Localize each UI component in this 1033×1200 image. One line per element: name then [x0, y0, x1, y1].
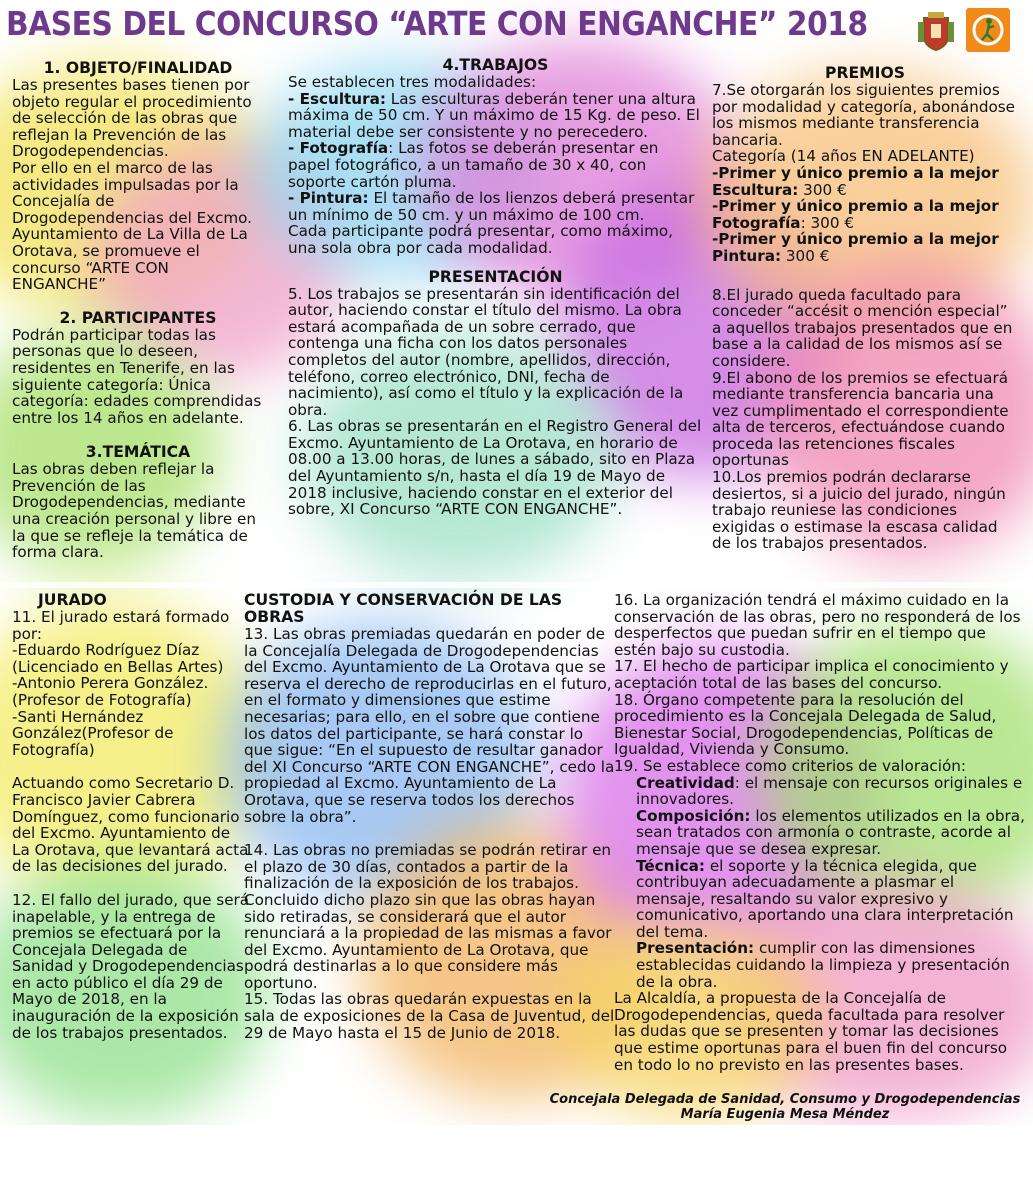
section-heading-presentacion: PRESENTACIÓN	[428, 267, 563, 286]
section-heading-jurado: JURADO	[38, 591, 107, 609]
premios-p7: 7.Se otorgarán los siguientes premios por modalidad y categoría, abonándose los mismos mediante transferencia bancaria.	[712, 81, 1016, 149]
column-final	[614, 592, 1028, 1073]
prize-fotografia	[712, 215, 1018, 232]
trabajos-escultura	[288, 91, 703, 141]
criterio-creatividad	[614, 775, 1028, 808]
jurado-p12: 12. El fallo del jurado, que será inapelable, y la entrega de premios se efectuará por la Concejala Delegada de Sanidad y Drogodependencias en acto público el día 29 de Mayo de 2018, en la inauguración de la exposición de los trabajos presentados.	[12, 890, 250, 1042]
escultura-text: Las esculturas deberán tener una altura máxima de 50 cm. Y un máximo de 15 Kg. de peso. El material debe ser consistente y no perecedero.	[288, 89, 700, 141]
final-p17: 17. El hecho de participar implica el conocimiento y aceptación total de las bases del concurso.	[614, 657, 1009, 692]
objeto-text-2: Por ello en el marco de las actividades impulsadas por la Concejalía de Drogodependencias del Excmo. Ayuntamiento de La Villa de La Orotava, se promueve el concurso “ARTE CON ENGANCHE”	[12, 158, 252, 294]
presentacion-label: Presentación:	[636, 939, 755, 958]
jurado-member-2: -Antonio Perera González. (Profesor de Fotografía)	[12, 674, 209, 709]
prize-escultura	[712, 182, 1018, 199]
prize-pintura-label: Pintura:	[712, 246, 782, 265]
final-alcaldia: La Alcaldía, a propuesta de la Concejalía de Drogodependencias, queda facultada para resolver las dudas que se presenten y tomar las decisiones que estime oportunas para el buen fin del concurso en todo lo no previsto en las presentes bases.	[614, 989, 1008, 1074]
prize-label: -Primer y único premio a la mejor	[712, 163, 999, 182]
jurado-p11: 11. El jurado estará formado por:	[12, 608, 230, 643]
signature-name: María Eugenia Mesa Méndez	[680, 1107, 890, 1122]
prize-pintura	[712, 248, 1018, 265]
custodia-p15: 15. Todas las obras quedarán expuestas en la sala de exposiciones de la Casa de Juventud, del 29 de Mayo hasta el 15 de Junio de 2018.	[244, 990, 615, 1042]
prize-pintura-line	[712, 231, 1018, 248]
composicion-label: Composición:	[636, 806, 751, 825]
signature-block	[540, 1092, 1030, 1122]
tecnica-text: el soporte y la técnica elegida, que contribuyan adecuadamente a plasmar el mensaje, resaltando su valor expresivo y comunicativo, aportando una clara interpretación del tema.	[636, 856, 1014, 941]
prize-fotografia-label: Fotografía	[712, 213, 801, 232]
composicion-text: los elementos utilizados en la obra, sean tratados con armonía o contraste, acorde al mensaje que se desea expresar.	[636, 806, 1025, 858]
column-jurado	[12, 592, 252, 1041]
column-trabajos-presentacion	[288, 57, 703, 518]
prize-escultura-label: Escultura:	[712, 180, 799, 199]
premios-categoria: Categoría (14 años EN ADELANTE)	[712, 147, 975, 166]
prize-label: -Primer y único premio a la mejor	[712, 230, 999, 249]
tecnica-label: Técnica:	[636, 856, 705, 875]
custodia-p13: 13. Las obras premiadas quedarán en poder de la Concejalía Delegada de Drogodependencias del Excmo. Ayuntamiento de La Orotava que se reserva el derecho de reproducirlas en el futuro, en el formato y dimensiones que estime necesarias; para ello, en el sobre que contiene los datos del participante, se hará constar lo que sigue: “En el supuesto de resultar ganador del XI Concurso “ARTE CON ENGANCHE”, cedo la propiedad al Excmo. Ayuntamiento de La Orotava, que se reserva todos los derechos sobre la obra”.	[244, 625, 615, 826]
fotografia-text: : Las fotos se deberán presentar en papel fotográfico, a un tamaño de 30 x 40, con soporte cartón pluma.	[288, 139, 659, 191]
column-premios	[712, 65, 1018, 552]
presentacion-text: cumplir con las dimensiones establecidas cuidando la limpieza y presentación de la obra.	[636, 939, 1010, 991]
premios-p10: 10.Los premios podrán declararse desiertos, si a juicio del jurado, ningún trabajo reuniese las condiciones exigidas o estimase la escasa calidad de los trabajos presentados.	[712, 468, 1006, 553]
custodia-p14: 14. Las obras no premiadas se podrán retirar en el plazo de 30 días, contados a partir de la finalización de la exposición de los trabajos. Concluido dicho plazo sin que las obras hayan sido retiradas, se considerará que el autor renunciará a la propiedad de las mismas a favor del Excmo. Ayuntamiento de La Orotava, que podrá destinarlas a lo que considere más oportuno.	[244, 841, 612, 992]
criterio-composicion	[614, 808, 1028, 858]
premios-p9: 9.El abono de los premios se efectuará mediante transferencia bancaria una vez cumplimentado el correspondiente alta de terceros, efectuándose cuando proceda las retenciones fiscales oportunas	[712, 368, 1009, 470]
presentacion-p6: 6. Las obras se presentarán en el Registro General del Excmo. Ayuntamiento de La Orotava, en horario de 08.00 a 13.00 horas, de lunes a sábado, sito en Plaza del Ayuntamiento s/n, hasta el día 19 de Mayo de 2018 inclusive, haciendo constar en el exterior del sobre, XI Concurso “ARTE CON ENGANCHE”.	[288, 417, 702, 519]
page-title: BASES DEL CONCURSO “ARTE CON ENGANCHE” 2018	[6, 4, 868, 43]
section-heading-trabajos: 4.TRABAJOS	[442, 56, 549, 74]
trabajos-fotografia	[288, 140, 703, 190]
final-p16: 16. La organización tendrá el máximo cuidado en la conservación de las obras, pero no responderá de los desperfectos que puedan sufrir en el tiempo que estén bajo su custodia.	[614, 591, 1021, 659]
coat-of-arms-icon	[914, 8, 958, 52]
section-heading-participantes: 2. PARTICIPANTES	[59, 308, 217, 327]
escultura-label: - Escultura:	[288, 89, 386, 108]
criterio-tecnica	[614, 858, 1028, 941]
prize-amount: 300 €	[798, 180, 847, 199]
pintura-text: El tamaño de los lienzos deberá presentar un mínimo de 50 cm. y un máximo de 100 cm.	[288, 189, 695, 224]
section-heading-premios: PREMIOS	[825, 64, 905, 82]
jurado-secretario: Actuando como Secretario D. Francisco Javier Cabrera Domínguez, como funcionario del Excmo. Ayuntamiento de La Orotava, que levantará acta de las decisiones del jurado.	[12, 774, 249, 876]
presentacion-p5: 5. Los trabajos se presentarán sin identificación del autor, haciendo constar el título del mismo. La obra estará acompañada de un sobre cerrado, que contenga una ficha con los datos personales completos del autor (nombre, apellidos, dirección, teléfono, correo electrónico, DNI, fecha de nacimiento), así como el título y la explicación de la obra.	[288, 284, 684, 419]
prize-colon: :	[800, 213, 806, 232]
jurado-member-3: -Santi Hernández González(Profesor de Fotografía)	[12, 707, 174, 759]
final-p18: 18. Órgano competente para la resolución del procedimiento es la Concejala Delegada de Salud, Bienestar Social, Drogodependencias, Políticas de Igualdad, Vivienda y Consumo.	[614, 690, 997, 759]
section-heading-objeto: 1. OBJETO/FINALIDAD	[43, 59, 233, 77]
prize-label: -Primer y único premio a la mejor	[712, 197, 999, 216]
prize-amount: 300 €	[805, 213, 854, 232]
section-heading-custodia: CUSTODIA Y CONSERVACIÓN DE LAS OBRAS	[244, 591, 563, 626]
fotografia-label: - Fotografía	[288, 139, 389, 158]
signature-title: Concejala Delegada de Sanidad, Consumo y Drogodependencias	[549, 1092, 1021, 1107]
drug-prevention-logo	[966, 8, 1010, 52]
trabajos-outro: Cada participante podrá presentar, como máximo, una sola obra por cada modalidad.	[288, 222, 673, 257]
criterio-presentacion	[614, 940, 1028, 990]
prize-amount: 300 €	[781, 246, 830, 265]
final-p19: 19. Se establece como criterios de valoración:	[614, 756, 966, 775]
column-objeto-participantes-tematica	[12, 60, 264, 561]
participantes-text: Podrán participar todas las personas que lo deseen, residentes en Tenerife, en las siguiente categoría: Única categoría: edades comprendidas entre los 14 años en adelante.	[12, 325, 262, 427]
figure-icon	[966, 8, 1010, 52]
creatividad-label: Creatividad	[636, 773, 735, 792]
pintura-label: - Pintura:	[288, 189, 369, 208]
premios-p8: 8.El jurado queda facultado para conceder “accésit o mención especial” a aquellos trabajos presentados que en base a la calidad de los mismos así se considere.	[712, 285, 1013, 370]
trabajos-intro: Se establecen tres modalidades:	[288, 73, 537, 91]
column-custodia	[244, 592, 616, 1041]
tematica-text: Las obras deben reflejar la Prevención de las Drogodependencias, mediante una creación personal y libre en la que se refleje la temática de forma clara.	[12, 460, 256, 562]
objeto-text-1: Las presentes bases tienen por objeto regular el procedimiento de selección de las obras que reflejan la Prevención de las Drogodependencias.	[12, 76, 252, 161]
section-heading-tematica: 3.TEMÁTICA	[85, 443, 191, 462]
jurado-member-1: -Eduardo Rodríguez Díaz (Licenciado en Bellas Artes)	[12, 641, 224, 676]
section-divider	[0, 582, 1033, 588]
trabajos-pintura	[288, 190, 703, 223]
prize-fotografia-line	[712, 198, 1018, 215]
creatividad-text: : el mensaje con recursos originales e innovadores.	[636, 773, 1023, 809]
prize-escultura-line	[712, 165, 1018, 182]
